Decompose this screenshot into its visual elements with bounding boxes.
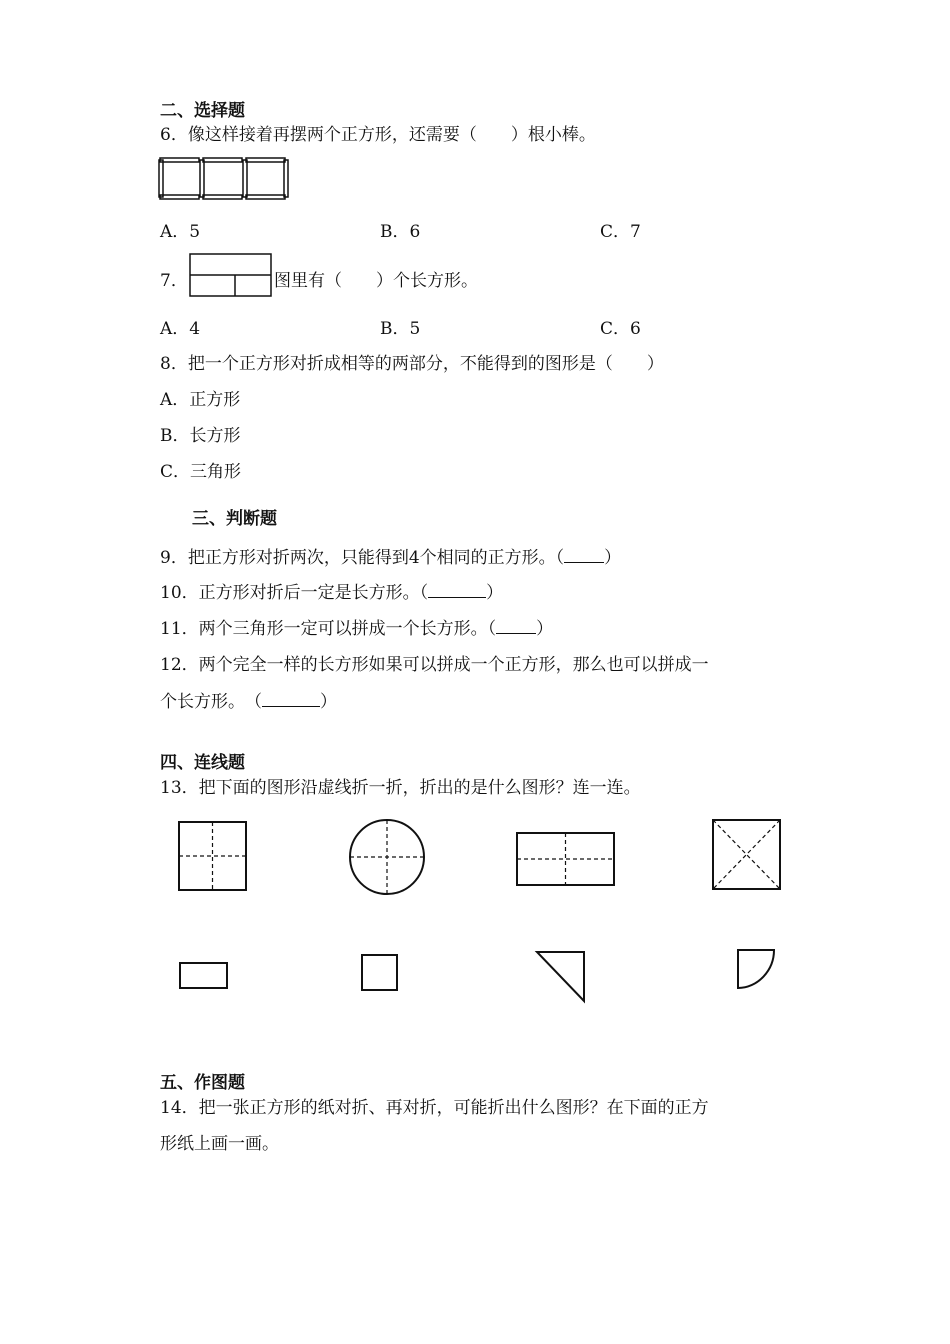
section-heading-matching: 四、连线题 bbox=[160, 753, 245, 773]
question-12-close: ） bbox=[320, 692, 337, 712]
rectangle-with-cross-fold-figure[interactable] bbox=[516, 832, 616, 887]
question-8: 8．把一个正方形对折成相等的两部分，不能得到的图形是（ ） bbox=[160, 354, 664, 374]
question-9-close: ） bbox=[604, 548, 622, 568]
question-11 bbox=[160, 618, 553, 640]
small-square-figure[interactable] bbox=[361, 954, 399, 992]
q7-option-b[interactable]: B．5 bbox=[380, 319, 421, 339]
question-7-number: 7． bbox=[160, 271, 188, 291]
square-with-cross-fold-figure[interactable] bbox=[178, 821, 248, 892]
question-12-line1: 12．两个完全一样的长方形如果可以拼成一个正方形，那么也可以拼成一 bbox=[160, 655, 709, 675]
answer-blank[interactable] bbox=[428, 583, 486, 598]
question-6: 6．像这样接着再摆两个正方形，还需要（ ）根小棒。 bbox=[160, 125, 596, 145]
q8-option-c[interactable]: C．三角形 bbox=[160, 462, 242, 482]
question-7: 图里有（ ）个长方形。 bbox=[274, 271, 478, 291]
question-11-close: ） bbox=[536, 619, 554, 639]
q6-option-b[interactable]: B．6 bbox=[380, 222, 421, 242]
question-12-text: 个长方形。 （ bbox=[160, 692, 262, 712]
q6-option-a[interactable]: A．5 bbox=[160, 222, 201, 242]
question-10 bbox=[160, 582, 503, 604]
q8-option-b[interactable]: B．长方形 bbox=[160, 426, 241, 446]
question-13: 13．把下面的图形沿虚线折一折，折出的是什么图形？连一连。 bbox=[160, 778, 641, 798]
section-heading-judgement: 三、判断题 bbox=[192, 509, 277, 529]
answer-blank[interactable] bbox=[564, 548, 604, 563]
question-9 bbox=[160, 547, 621, 569]
section-heading-drawing: 五、作图题 bbox=[160, 1073, 245, 1093]
answer-blank[interactable] bbox=[496, 619, 536, 634]
matchstick-squares-figure bbox=[158, 156, 290, 202]
question-10-close: ） bbox=[486, 583, 504, 603]
triangle-figure[interactable] bbox=[535, 950, 587, 1004]
answer-blank[interactable] bbox=[262, 692, 320, 707]
question-14-line2: 形纸上画一画。 bbox=[160, 1134, 279, 1154]
question-9-text: 9．把正方形对折两次，只能得到4个相同的正方形。（ bbox=[160, 548, 565, 568]
question-11-text: 11．两个三角形一定可以拼成一个长方形。（ bbox=[160, 619, 497, 639]
q7-option-c[interactable]: C．6 bbox=[600, 319, 641, 339]
rectangles-figure bbox=[189, 253, 273, 299]
section-heading-choice: 二、选择题 bbox=[160, 101, 245, 121]
circle-with-cross-fold-figure[interactable] bbox=[348, 818, 426, 896]
q6-option-c[interactable]: C．7 bbox=[600, 222, 641, 242]
question-10-text: 10．正方形对折后一定是长方形。（ bbox=[160, 583, 429, 603]
small-rectangle-figure[interactable] bbox=[179, 962, 229, 990]
q8-option-a[interactable]: A．正方形 bbox=[160, 390, 241, 410]
q7-option-a[interactable]: A．4 bbox=[160, 319, 201, 339]
question-12-line2 bbox=[160, 691, 337, 713]
question-14-line1: 14．把一张正方形的纸对折、再对折，可能折出什么图形？在下面的正方 bbox=[160, 1098, 709, 1118]
square-with-diagonal-fold-figure[interactable] bbox=[712, 819, 782, 891]
quarter-circle-figure[interactable] bbox=[736, 948, 776, 990]
